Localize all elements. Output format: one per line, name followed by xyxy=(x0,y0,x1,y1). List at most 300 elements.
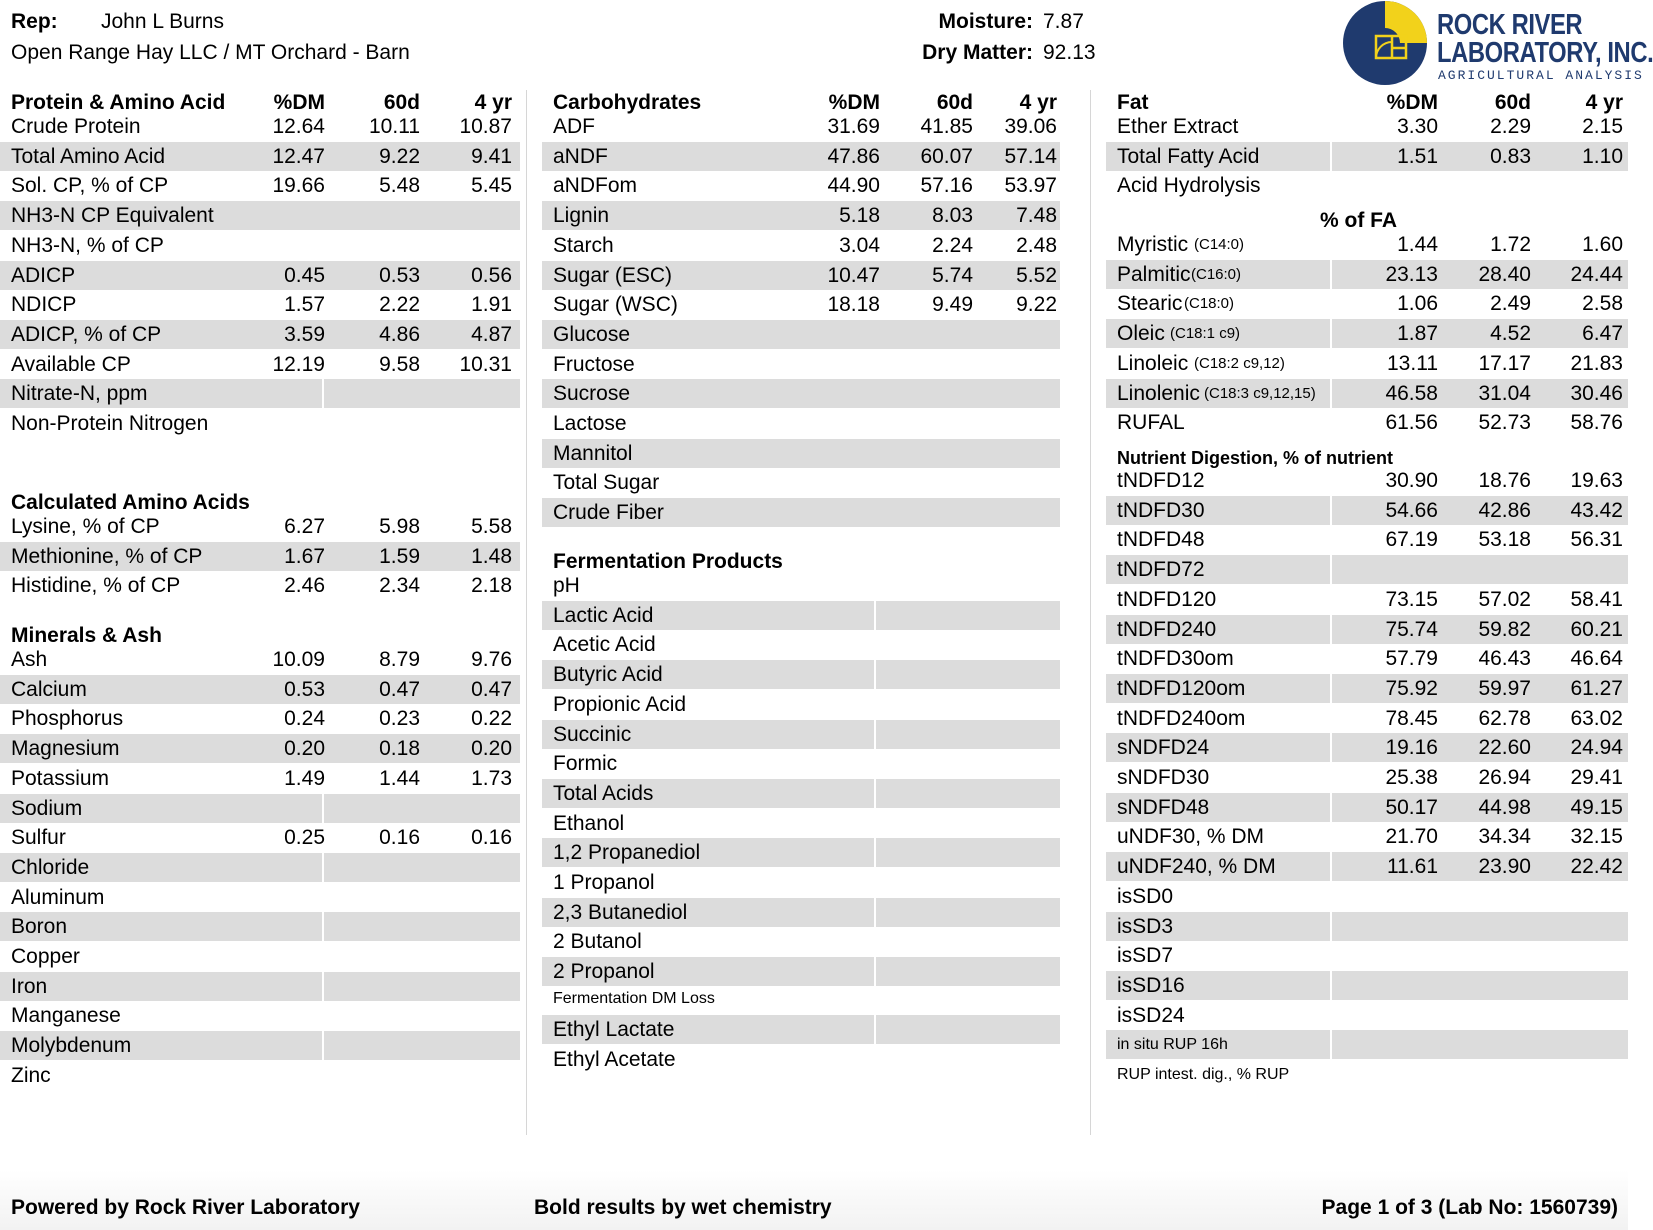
row-label: Phosphorus xyxy=(11,707,124,731)
table-row xyxy=(0,231,520,260)
col-header-60d: 60d xyxy=(1494,91,1531,114)
row-value-60d: 18.76 xyxy=(1478,469,1531,492)
row-label: isSD16 xyxy=(1117,973,1185,997)
row-value-4yr: 61.27 xyxy=(1570,676,1623,700)
row-label: NH3-N CP Equivalent xyxy=(11,204,214,228)
table-row xyxy=(0,675,520,704)
row-label: isSD7 xyxy=(1117,944,1174,968)
table-row xyxy=(0,1001,520,1030)
row-value-pct-dm: 19.66 xyxy=(272,174,325,198)
row-label: RUP intest. dig., % RUP xyxy=(1117,1066,1290,1083)
table-row xyxy=(542,571,1060,600)
table-row xyxy=(0,112,520,141)
row-value-4yr: 1.91 xyxy=(471,293,512,317)
row-shading-gap xyxy=(1330,674,1332,703)
row-label: pH xyxy=(553,574,580,597)
table-row xyxy=(542,468,1060,497)
section-title: Nutrient Digestion, % of nutrient xyxy=(1117,448,1393,468)
table-row xyxy=(1106,912,1628,941)
dry-matter-label: Dry Matter: xyxy=(922,41,1033,64)
row-label: Mannitol xyxy=(553,441,633,465)
row-value-4yr: 60.21 xyxy=(1570,617,1623,641)
row-value-4yr: 24.44 xyxy=(1570,262,1623,286)
table-row xyxy=(1106,793,1628,822)
row-value-4yr: 0.20 xyxy=(471,737,512,761)
row-value-pct-dm: 46.58 xyxy=(1385,381,1438,405)
row-value-pct-dm: 47.86 xyxy=(827,144,880,168)
row-value-60d: 4.86 xyxy=(379,322,420,346)
table-row xyxy=(0,350,520,379)
rep-label: Rep: xyxy=(11,10,58,33)
section-title: Minerals & Ash xyxy=(11,624,162,647)
section-title: % of FA xyxy=(1320,209,1397,232)
row-value-60d: 17.17 xyxy=(1478,351,1531,375)
row-label: Total Amino Acid xyxy=(11,144,166,168)
col-header-pct-dm: %DM xyxy=(828,91,880,114)
row-label-sub: (C18:3 c9,12,15) xyxy=(1204,384,1316,402)
row-value-4yr: 1.48 xyxy=(471,544,512,568)
row-value-60d: 8.03 xyxy=(932,204,973,228)
row-shading-gap xyxy=(1330,733,1332,762)
row-label: Total Fatty Acid xyxy=(1117,144,1260,168)
row-value-pct-dm: 10.47 xyxy=(827,263,880,287)
table-row xyxy=(1106,525,1628,554)
table-row xyxy=(1106,941,1628,970)
row-value-pct-dm: 75.92 xyxy=(1385,676,1438,700)
table-row xyxy=(1106,644,1628,673)
row-value-60d: 28.40 xyxy=(1478,262,1531,286)
table-row xyxy=(1106,260,1628,289)
row-value-pct-dm: 19.16 xyxy=(1385,736,1438,760)
table-row xyxy=(542,660,1060,689)
row-value-60d: 9.58 xyxy=(379,352,420,376)
row-label: Iron xyxy=(11,974,48,998)
table-row xyxy=(1106,971,1628,1000)
row-label: Nitrate-N, ppm xyxy=(11,382,148,406)
table-row xyxy=(0,379,520,408)
row-label: isSD24 xyxy=(1117,1003,1185,1027)
row-shading-gap xyxy=(1330,496,1332,525)
row-label: sNDFD30 xyxy=(1117,766,1210,789)
row-value-60d: 2.34 xyxy=(379,574,420,598)
row-shading-gap xyxy=(874,720,876,749)
table-row xyxy=(0,409,520,438)
row-value-60d: 26.94 xyxy=(1478,766,1531,789)
table-row xyxy=(0,1031,520,1060)
row-value-pct-dm: 30.90 xyxy=(1385,469,1438,492)
row-label: Starch xyxy=(553,233,614,257)
row-shading-gap xyxy=(1330,971,1332,1000)
row-value-pct-dm: 12.19 xyxy=(272,352,325,376)
row-label-sub: (C14:0) xyxy=(1194,236,1245,253)
row-shading-gap xyxy=(322,853,324,882)
row-shading-gap xyxy=(1330,379,1332,408)
row-value-60d: 0.53 xyxy=(379,263,420,287)
table-row xyxy=(0,794,520,823)
row-shading-gap xyxy=(322,972,324,1001)
row-value-60d: 41.85 xyxy=(920,115,973,138)
table-row xyxy=(1106,112,1628,141)
row-value-60d: 2.22 xyxy=(379,293,420,317)
row-label: Linoleic xyxy=(1117,351,1189,375)
row-value-4yr: 2.58 xyxy=(1582,292,1623,316)
row-label: Stearic xyxy=(1117,292,1183,316)
table-row xyxy=(542,1015,1060,1044)
row-value-pct-dm: 23.13 xyxy=(1385,262,1438,286)
row-value-4yr: 9.22 xyxy=(1016,293,1057,317)
row-value-pct-dm: 73.15 xyxy=(1385,587,1438,611)
table-row xyxy=(0,972,520,1001)
row-value-pct-dm: 18.18 xyxy=(827,293,880,317)
table-row xyxy=(1106,674,1628,703)
row-label: Crude Protein xyxy=(11,115,141,138)
table-row xyxy=(1106,763,1628,792)
row-value-60d: 57.16 xyxy=(920,174,973,198)
row-value-4yr: 49.15 xyxy=(1570,795,1623,819)
row-value-60d: 4.52 xyxy=(1490,322,1531,346)
row-value-pct-dm: 1.87 xyxy=(1397,322,1438,346)
row-label: ADF xyxy=(553,115,595,138)
row-value-4yr: 58.41 xyxy=(1570,587,1623,611)
row-value-60d: 44.98 xyxy=(1478,795,1531,819)
row-value-pct-dm: 0.24 xyxy=(284,707,325,731)
row-label: Zinc xyxy=(11,1063,51,1087)
table-row xyxy=(542,630,1060,659)
table-row xyxy=(0,512,520,541)
row-value-4yr: 9.41 xyxy=(471,144,512,168)
row-value-4yr: 63.02 xyxy=(1570,706,1623,730)
row-label: Butyric Acid xyxy=(553,663,663,687)
row-shading-gap xyxy=(1330,615,1332,644)
table-row xyxy=(0,290,520,319)
table-row xyxy=(0,1061,520,1090)
row-shading-gap xyxy=(322,794,324,823)
row-label: Lactose xyxy=(553,412,627,435)
row-label: Calcium xyxy=(11,677,87,701)
row-value-pct-dm: 0.45 xyxy=(284,263,325,287)
company-logo xyxy=(1340,0,1653,90)
col-header-60d: 60d xyxy=(936,91,973,114)
table-row xyxy=(1106,555,1628,584)
row-label: Magnesium xyxy=(11,737,120,761)
col-header-4yr: 4 yr xyxy=(1019,91,1057,114)
table-row xyxy=(0,645,520,674)
row-value-4yr: 4.87 xyxy=(471,322,512,346)
row-label: ADICP xyxy=(11,263,76,287)
table-row xyxy=(0,320,520,349)
row-shading-gap xyxy=(322,379,324,408)
row-label: Total Sugar xyxy=(553,471,660,495)
row-label: Boron xyxy=(11,915,68,939)
table-row xyxy=(542,142,1060,171)
row-value-pct-dm: 1.44 xyxy=(1397,233,1438,256)
row-value-pct-dm: 75.74 xyxy=(1385,617,1438,641)
row-label: Potassium xyxy=(11,766,110,790)
table-row xyxy=(1106,1030,1628,1059)
table-row xyxy=(1106,496,1628,525)
section-title: Carbohydrates xyxy=(553,91,702,114)
table-row xyxy=(542,320,1060,349)
row-value-60d: 31.04 xyxy=(1478,381,1531,405)
row-shading-gap xyxy=(322,912,324,941)
row-label: Available CP xyxy=(11,352,131,376)
row-value-pct-dm: 25.38 xyxy=(1385,766,1438,789)
col-header-pct-dm: %DM xyxy=(1386,91,1438,114)
table-row xyxy=(1106,1060,1628,1089)
row-label: Manganese xyxy=(11,1004,121,1028)
table-row xyxy=(542,838,1060,867)
table-row xyxy=(542,498,1060,527)
row-value-pct-dm: 31.69 xyxy=(827,115,880,138)
table-row xyxy=(0,734,520,763)
row-value-60d: 59.97 xyxy=(1478,676,1531,700)
row-label: Propionic Acid xyxy=(553,692,687,716)
row-label: aNDF xyxy=(553,144,608,168)
row-shading xyxy=(0,972,520,1001)
row-value-60d: 2.24 xyxy=(932,233,973,257)
row-value-60d: 1.72 xyxy=(1490,233,1531,256)
row-value-4yr: 10.87 xyxy=(459,115,512,138)
row-label: Sodium xyxy=(11,796,83,820)
row-value-4yr: 0.22 xyxy=(471,707,512,731)
table-row xyxy=(1106,704,1628,733)
col-header-4yr: 4 yr xyxy=(1585,91,1623,114)
row-value-pct-dm: 13.11 xyxy=(1387,351,1438,375)
row-shading-gap xyxy=(874,838,876,867)
row-shading-gap xyxy=(1330,555,1332,584)
row-value-60d: 22.60 xyxy=(1478,736,1531,760)
table-row xyxy=(1106,408,1628,437)
table-row xyxy=(542,987,1060,1011)
row-label: Lactic Acid xyxy=(553,603,654,627)
table-row xyxy=(0,853,520,882)
row-value-pct-dm: 0.20 xyxy=(284,737,325,761)
table-row xyxy=(0,201,520,230)
row-value-60d: 9.49 xyxy=(932,293,973,317)
table-row xyxy=(0,171,520,200)
row-value-4yr: 22.42 xyxy=(1570,855,1623,879)
row-label: tNDFD120om xyxy=(1117,676,1246,700)
logo-tagline: AGRICULTURAL ANALYSIS xyxy=(1438,68,1644,83)
table-row xyxy=(0,261,520,290)
table-row xyxy=(542,749,1060,778)
row-label: aNDFom xyxy=(553,174,638,198)
logo-line1: ROCK RIVER xyxy=(1437,9,1583,41)
row-value-4yr: 5.52 xyxy=(1016,263,1057,287)
table-row xyxy=(542,690,1060,719)
table-row xyxy=(542,261,1060,290)
row-value-4yr: 1.10 xyxy=(1582,144,1623,168)
section-title: Calculated Amino Acids xyxy=(11,491,250,514)
table-row xyxy=(1106,615,1628,644)
table-row xyxy=(542,1045,1060,1074)
row-label: Crude Fiber xyxy=(553,501,664,525)
row-value-pct-dm: 3.30 xyxy=(1397,115,1438,138)
footer-powered-by: Powered by Rock River Laboratory xyxy=(11,1196,360,1219)
table-row xyxy=(1106,319,1628,348)
row-value-pct-dm: 67.19 xyxy=(1385,528,1438,552)
logo-line2: LABORATORY, INC. xyxy=(1437,37,1653,69)
row-value-pct-dm: 2.46 xyxy=(284,574,325,598)
table-row xyxy=(1106,1001,1628,1030)
column-divider xyxy=(526,90,527,1135)
row-label: Formic xyxy=(553,752,618,776)
row-value-pct-dm: 5.18 xyxy=(839,204,880,228)
table-row xyxy=(1106,171,1628,200)
row-label: Palmitic xyxy=(1117,262,1191,286)
row-shading-gap xyxy=(1330,142,1332,171)
row-value-4yr: 7.48 xyxy=(1016,204,1057,228)
row-label: Lysine, % of CP xyxy=(11,515,160,538)
row-value-pct-dm: 21.70 xyxy=(1385,825,1438,849)
row-value-60d: 1.44 xyxy=(379,766,420,790)
row-value-60d: 0.16 xyxy=(379,826,420,850)
row-value-4yr: 5.58 xyxy=(471,515,512,538)
page-footer xyxy=(0,1170,1628,1230)
table-row xyxy=(542,439,1060,468)
row-value-pct-dm: 50.17 xyxy=(1385,795,1438,819)
row-label: 2 Butanol xyxy=(553,930,642,954)
row-value-pct-dm: 10.09 xyxy=(272,648,325,671)
row-value-60d: 5.48 xyxy=(379,174,420,198)
row-value-60d: 34.34 xyxy=(1478,825,1531,849)
table-row xyxy=(0,542,520,571)
logo-mark-icon xyxy=(1340,0,1435,90)
row-value-60d: 60.07 xyxy=(920,144,973,168)
row-value-60d: 0.47 xyxy=(379,677,420,701)
row-value-4yr: 29.41 xyxy=(1570,766,1623,789)
row-value-60d: 52.73 xyxy=(1478,411,1531,435)
row-label: tNDFD240 xyxy=(1117,617,1217,641)
row-label: Myristic xyxy=(1117,233,1189,256)
row-shading-gap xyxy=(1330,260,1332,289)
row-label: isSD0 xyxy=(1117,884,1174,908)
table-row xyxy=(1106,349,1628,378)
row-label: 1 Propanol xyxy=(553,871,655,894)
table-row xyxy=(542,898,1060,927)
row-shading-gap xyxy=(1330,1030,1332,1059)
col-header-4yr: 4 yr xyxy=(474,91,512,114)
row-value-4yr: 0.16 xyxy=(471,826,512,850)
table-row xyxy=(1106,585,1628,614)
row-value-60d: 5.98 xyxy=(379,515,420,538)
row-value-pct-dm: 1.51 xyxy=(1397,144,1438,168)
row-label: RUFAL xyxy=(1117,411,1185,435)
row-label: Sulfur xyxy=(11,826,66,850)
row-label: Ethyl Lactate xyxy=(553,1017,675,1041)
row-shading-gap xyxy=(874,1015,876,1044)
table-row xyxy=(542,779,1060,808)
table-row xyxy=(542,409,1060,438)
row-value-pct-dm: 54.66 xyxy=(1385,498,1438,522)
row-value-4yr: 43.42 xyxy=(1570,498,1623,522)
table-row xyxy=(1106,882,1628,911)
row-value-pct-dm: 1.49 xyxy=(284,766,325,790)
row-value-4yr: 6.47 xyxy=(1582,322,1623,346)
row-value-60d: 0.18 xyxy=(379,737,420,761)
row-label: Acetic Acid xyxy=(553,633,656,657)
row-label-sub: (C18:0) xyxy=(1184,295,1235,313)
row-label: Chloride xyxy=(11,855,90,879)
row-label: Ethanol xyxy=(553,811,625,835)
row-shading-gap xyxy=(874,660,876,689)
row-value-4yr: 0.56 xyxy=(471,263,512,287)
row-value-4yr: 5.45 xyxy=(471,174,512,198)
table-row xyxy=(1106,142,1628,171)
row-value-60d: 9.22 xyxy=(379,144,420,168)
row-label-sub: (C18:2 c9,12) xyxy=(1194,354,1285,372)
row-label: Aluminum xyxy=(11,885,105,909)
row-label: Non-Protein Nitrogen xyxy=(11,412,209,435)
table-row xyxy=(542,868,1060,897)
section-title: Fermentation Products xyxy=(553,550,783,573)
table-row xyxy=(1106,466,1628,495)
row-label: Fermentation DM Loss xyxy=(553,989,715,1007)
table-row xyxy=(0,571,520,600)
col-header-60d: 60d xyxy=(383,91,420,114)
row-label: uNDF30, % DM xyxy=(1117,825,1265,849)
table-row xyxy=(542,350,1060,379)
row-label: 1,2 Propanediol xyxy=(553,841,701,865)
table-row xyxy=(542,601,1060,630)
section-title: Protein & Amino Acid xyxy=(11,91,226,114)
row-value-60d: 46.43 xyxy=(1478,647,1531,671)
row-shading-gap xyxy=(874,957,876,986)
col-header-pct-dm: %DM xyxy=(273,91,325,114)
row-shading xyxy=(1106,912,1628,941)
table-row xyxy=(542,201,1060,230)
row-shading-gap xyxy=(1330,912,1332,941)
row-label: Methionine, % of CP xyxy=(11,544,203,568)
row-label: Fructose xyxy=(553,352,635,376)
row-label: Ethyl Acetate xyxy=(553,1047,676,1071)
table-row xyxy=(1106,230,1628,259)
table-row xyxy=(0,764,520,793)
row-label: in situ RUP 16h xyxy=(1117,1036,1228,1054)
row-value-4yr: 56.31 xyxy=(1570,528,1623,552)
row-shading-gap xyxy=(874,898,876,927)
row-label: 2,3 Butanediol xyxy=(553,900,688,924)
row-label: Total Acids xyxy=(553,781,654,805)
row-label: Glucose xyxy=(553,322,631,346)
row-value-60d: 10.11 xyxy=(369,115,420,138)
row-value-4yr: 2.18 xyxy=(471,574,512,598)
row-label: 2 Propanol xyxy=(553,960,655,984)
row-label: tNDFD48 xyxy=(1117,528,1205,552)
row-shading-gap xyxy=(1330,852,1332,881)
table-row xyxy=(542,957,1060,986)
footer-bold-note: Bold results by wet chemistry xyxy=(534,1196,832,1219)
row-label: ADICP, % of CP xyxy=(11,322,162,346)
row-value-60d: 2.29 xyxy=(1490,115,1531,138)
row-label: Sugar (ESC) xyxy=(553,263,673,287)
row-label: isSD3 xyxy=(1117,914,1174,938)
row-value-4yr: 9.76 xyxy=(471,648,512,671)
row-shading-gap xyxy=(1330,319,1332,348)
row-label: sNDFD24 xyxy=(1117,736,1210,760)
row-label: Sol. CP, % of CP xyxy=(11,174,169,198)
table-row xyxy=(0,704,520,733)
row-value-4yr: 19.63 xyxy=(1570,469,1623,492)
row-shading xyxy=(0,912,520,941)
row-value-60d: 5.74 xyxy=(932,263,973,287)
row-shading-gap xyxy=(1330,793,1332,822)
row-label: Oleic xyxy=(1117,322,1165,346)
row-label-sub: (C16:0) xyxy=(1191,265,1242,283)
row-value-60d: 42.86 xyxy=(1478,498,1531,522)
row-value-60d: 0.83 xyxy=(1490,144,1531,168)
row-shading-gap xyxy=(322,1031,324,1060)
